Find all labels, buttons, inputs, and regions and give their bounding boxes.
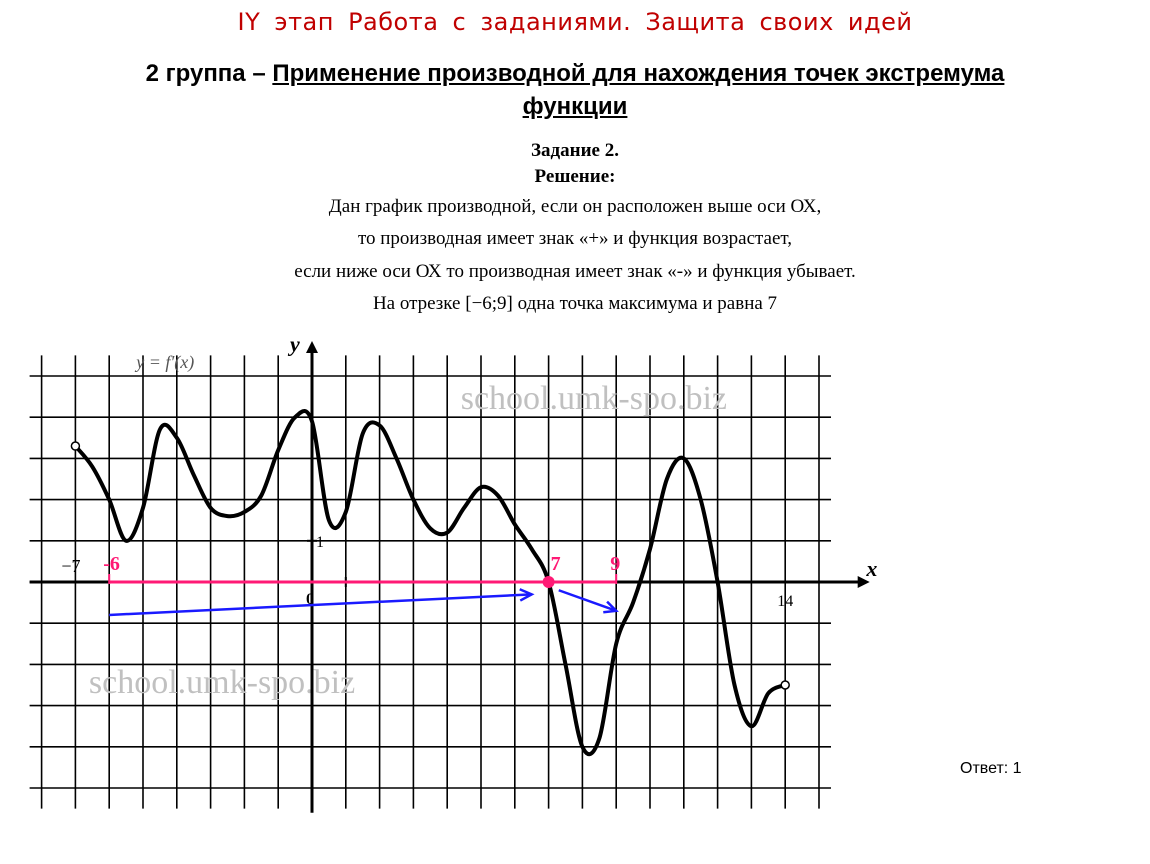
decrease-arrow [559,590,616,611]
function-label: y = f′(x) [136,351,195,372]
increase-arrow [109,594,532,615]
segment-label-max: 7 [550,553,561,575]
segment-label-start: -6 [103,553,120,575]
curve-end-point [781,681,789,689]
topic-line1: Применение производной для нахождения точек экстремума [272,60,1005,87]
solution-line-3: если ниже оси ОХ то производная имеет знак «-» и функция убывает. [294,261,856,282]
maximum-point [543,576,555,588]
group-label: 2 группа – [145,60,273,87]
y-axis-label: y [290,331,300,357]
task-title: Задание 2. [531,140,619,161]
stage-title: IY этап Работа с заданиями. Защита своих идей [237,8,913,36]
topic-line2: функции [522,93,628,120]
tick-label-14: 14 [777,593,794,610]
segment-label-end: 9 [610,553,621,575]
solution-line-4: На отрезке [−6;9] одна точка максимума и равна 7 [372,293,778,314]
watermark-top: school.umk-spo.biz [460,379,728,417]
answer-text: Ответ: 1 [960,760,1022,777]
solution-line-2: то производная имеет знак «+» и функция возрастает, [357,228,793,249]
x-axis-label: x [866,556,878,581]
axes [30,341,870,813]
origin-label: 0 [306,591,314,608]
derivative-chart [23,4,878,824]
tick-label-y1: 1 [316,533,324,551]
watermark-bottom: school.umk-spo.biz [88,664,356,702]
y-axis-arrow [306,341,318,353]
solution-line-1: Дан график производной, если он расположен выше оси ОХ, [328,196,822,217]
solution-title: Решение: [534,166,616,187]
curve-start-point [71,442,79,450]
labels [61,331,877,610]
tick-label-neg7: −7 [61,556,81,576]
